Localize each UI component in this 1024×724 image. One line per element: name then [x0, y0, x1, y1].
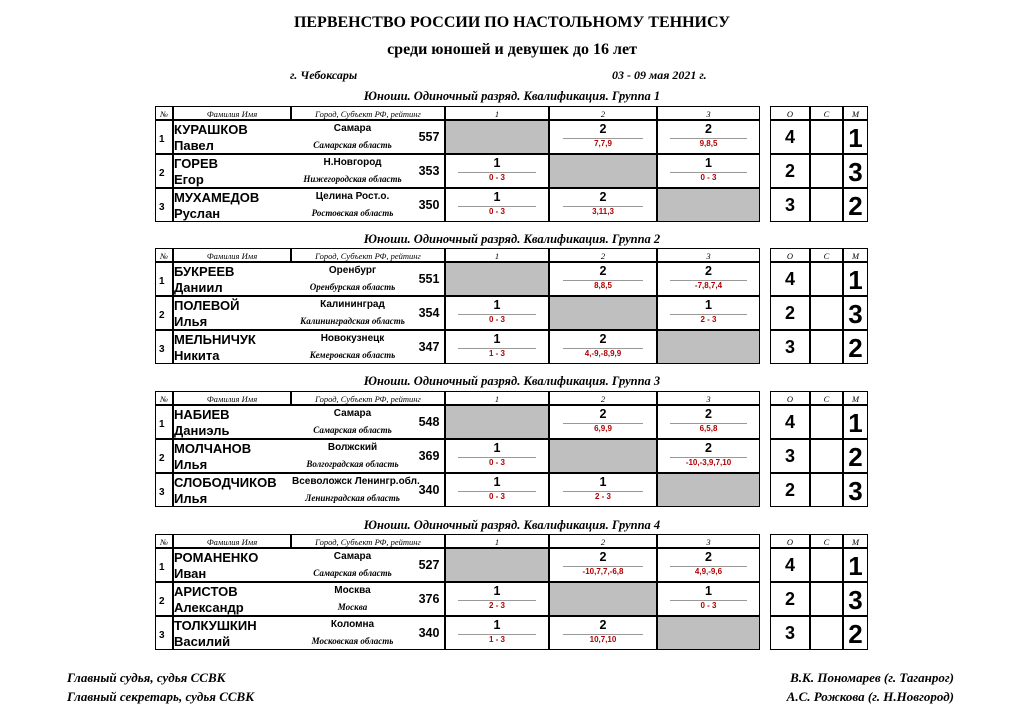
group-title: Юноши. Одиночный разряд. Квалификация. Группа 4 — [363, 518, 661, 532]
match-points: 1 — [493, 475, 501, 489]
header-place: М — [843, 106, 868, 120]
match-result-cell — [549, 262, 657, 296]
player-number-cell — [155, 473, 173, 507]
header-name: Фамилия Имя — [173, 106, 291, 120]
player-number-cell — [155, 296, 173, 330]
player-city: Н.Новгород — [323, 157, 382, 168]
player-info-cell — [173, 405, 445, 439]
match-points: 1 — [493, 441, 501, 455]
match-result-cell — [445, 582, 549, 616]
player-info-cell — [173, 473, 445, 507]
final-place: 1 — [848, 123, 863, 153]
header-city: Город, Субъект РФ, рейтинг — [291, 248, 445, 262]
header-place: М — [843, 248, 868, 262]
event-city: г. Чебоксары — [290, 68, 358, 82]
group-table — [155, 391, 868, 507]
player-surname: РОМАНЕНКО — [174, 550, 259, 565]
place-cell — [843, 120, 868, 154]
header-number: № — [155, 106, 173, 120]
player-number-cell — [155, 439, 173, 473]
player-number: 3 — [159, 630, 165, 641]
header-col-3: 3 — [657, 391, 760, 405]
points-cell — [770, 330, 810, 364]
player-city: Целина Рост.о. — [315, 191, 390, 202]
header-number: № — [155, 534, 173, 548]
match-result-cell — [445, 188, 549, 222]
match-points: 2 — [599, 407, 607, 421]
player-first-name: Даниил — [174, 280, 223, 295]
match-result-cell — [445, 616, 549, 650]
self-match-cell — [445, 548, 549, 582]
player-first-name: Никита — [174, 348, 220, 363]
match-points: 2 — [705, 122, 712, 136]
self-match-cell — [445, 120, 549, 154]
sets-cell — [810, 616, 843, 650]
match-result-cell — [549, 548, 657, 582]
total-points: 3 — [784, 337, 795, 357]
player-rating: 557 — [418, 130, 440, 144]
player-rating: 340 — [418, 626, 440, 640]
header-col-1: 1 — [445, 391, 549, 405]
header-col-3: 3 — [657, 534, 760, 548]
sets-cell — [810, 473, 843, 507]
place-cell — [843, 548, 868, 582]
match-score: 0 - 3 — [488, 458, 505, 467]
player-rating: 548 — [418, 415, 440, 429]
player-rating: 340 — [418, 483, 440, 497]
player-surname: СЛОБОДЧИКОВ — [174, 475, 277, 490]
match-points: 1 — [493, 332, 501, 346]
match-result-cell — [657, 582, 760, 616]
match-points: 1 — [493, 190, 501, 204]
final-place: 1 — [848, 408, 863, 438]
match-result-cell — [549, 330, 657, 364]
match-score: 4,-9,-8,9,9 — [584, 349, 622, 358]
match-points: 2 — [599, 550, 607, 564]
place-cell — [843, 262, 868, 296]
player-number-cell — [155, 616, 173, 650]
player-rating: 354 — [418, 306, 440, 320]
header-sets: С — [810, 534, 843, 548]
player-first-name: Егор — [174, 172, 204, 187]
group-title: Юноши. Одиночный разряд. Квалификация. Группа 2 — [363, 232, 661, 246]
player-city: Коломна — [330, 619, 375, 630]
match-score: 8,8,5 — [594, 281, 612, 290]
match-points: 2 — [599, 264, 607, 278]
group-title: Юноши. Одиночный разряд. Квалификация. Группа 1 — [363, 89, 661, 103]
player-region: Ленинградская область — [305, 493, 400, 503]
place-cell — [843, 439, 868, 473]
player-first-name: Василий — [174, 634, 231, 649]
match-score: 1 - 3 — [488, 635, 505, 644]
player-rating: 551 — [418, 272, 440, 286]
match-score: 2 - 3 — [488, 601, 505, 610]
player-first-name: Илья — [174, 314, 208, 329]
match-points: 1 — [493, 584, 501, 598]
player-number: 1 — [159, 134, 165, 145]
player-city: Калининград — [320, 299, 385, 310]
final-place: 3 — [848, 157, 863, 187]
player-first-name: Руслан — [174, 206, 221, 221]
self-match-cell — [657, 188, 760, 222]
match-points: 1 — [705, 156, 712, 170]
header-sets: С — [810, 248, 843, 262]
player-first-name: Илья — [174, 457, 208, 472]
total-points: 4 — [784, 127, 795, 147]
secretary-name: А.С. Рожкова (г. Н.Новгород) — [786, 689, 954, 704]
match-result-cell — [657, 120, 760, 154]
player-info-cell — [173, 120, 445, 154]
match-points: 2 — [705, 550, 712, 564]
player-city: Москва — [334, 585, 371, 596]
header-sets: С — [810, 391, 843, 405]
player-first-name: Даниэль — [174, 423, 230, 438]
player-surname: АРИСТОВ — [174, 584, 238, 599]
player-city: Самара — [333, 408, 372, 419]
event-dates: 03 - 09 мая 2021 г. — [612, 68, 707, 82]
points-cell — [770, 548, 810, 582]
group-table — [155, 534, 868, 650]
total-points: 3 — [784, 623, 795, 643]
player-number: 1 — [159, 562, 165, 573]
match-score: 0 - 3 — [488, 492, 505, 501]
match-score: 0 - 3 — [700, 601, 717, 610]
self-match-cell — [549, 296, 657, 330]
player-region: Московская область — [311, 636, 394, 646]
player-city: Всеволожск Ленингр.обл. — [292, 476, 420, 487]
match-score: 0 - 3 — [700, 173, 717, 182]
total-points: 4 — [784, 555, 795, 575]
match-score: 7,7,9 — [594, 139, 612, 148]
player-info-cell — [173, 548, 445, 582]
final-place: 2 — [848, 333, 863, 363]
player-info-cell — [173, 616, 445, 650]
player-city: Новокузнецк — [320, 333, 385, 344]
player-info-cell — [173, 262, 445, 296]
final-place: 1 — [848, 265, 863, 295]
player-surname: ПОЛЕВОЙ — [174, 298, 240, 313]
sets-cell — [810, 405, 843, 439]
match-points: 1 — [705, 584, 712, 598]
points-cell — [770, 439, 810, 473]
player-number: 2 — [159, 596, 165, 607]
final-place: 2 — [848, 191, 863, 221]
match-score: 10,7,10 — [589, 635, 617, 644]
header-city: Город, Субъект РФ, рейтинг — [291, 106, 445, 120]
place-cell — [843, 405, 868, 439]
player-number-cell — [155, 548, 173, 582]
player-region: Самарская область — [313, 568, 392, 578]
player-surname: МОЛЧАНОВ — [174, 441, 252, 456]
player-region: Москва — [337, 602, 368, 612]
header-name: Фамилия Имя — [173, 534, 291, 548]
header-col-1: 1 — [445, 534, 549, 548]
group-table — [155, 106, 868, 222]
match-points: 2 — [705, 441, 712, 455]
match-points: 1 — [599, 475, 607, 489]
player-number: 2 — [159, 310, 165, 321]
sets-cell — [810, 548, 843, 582]
points-cell — [770, 582, 810, 616]
match-result-cell — [657, 405, 760, 439]
player-number-cell — [155, 582, 173, 616]
player-rating: 376 — [418, 592, 440, 606]
header-city: Город, Субъект РФ, рейтинг — [291, 534, 445, 548]
player-region: Самарская область — [313, 140, 392, 150]
total-points: 2 — [784, 303, 795, 323]
header-points: О — [770, 534, 810, 548]
points-cell — [770, 188, 810, 222]
player-rating: 350 — [418, 198, 440, 212]
match-result-cell — [445, 473, 549, 507]
place-cell — [843, 188, 868, 222]
header-col-2: 2 — [549, 534, 657, 548]
match-score: 2 - 3 — [700, 315, 717, 324]
player-info-cell — [173, 296, 445, 330]
place-cell — [843, 330, 868, 364]
match-points: 1 — [705, 298, 712, 312]
player-first-name: Иван — [174, 566, 207, 581]
player-info-cell — [173, 154, 445, 188]
sets-cell — [810, 296, 843, 330]
header-place: М — [843, 391, 868, 405]
self-match-cell — [657, 616, 760, 650]
header-col-1: 1 — [445, 248, 549, 262]
header-col-1: 1 — [445, 106, 549, 120]
points-cell — [770, 262, 810, 296]
player-number: 2 — [159, 168, 165, 179]
match-score: 6,5,8 — [699, 424, 718, 433]
player-info-cell — [173, 582, 445, 616]
header-number: № — [155, 391, 173, 405]
header-sets: С — [810, 106, 843, 120]
header-col-2: 2 — [549, 391, 657, 405]
match-points: 2 — [705, 407, 712, 421]
player-number: 1 — [159, 419, 165, 430]
sets-cell — [810, 582, 843, 616]
header-name: Фамилия Имя — [173, 248, 291, 262]
player-region: Оренбурская область — [309, 282, 396, 292]
total-points: 2 — [784, 589, 795, 609]
points-cell — [770, 405, 810, 439]
match-score: 1 - 3 — [488, 349, 505, 358]
match-score: 0 - 3 — [488, 207, 505, 216]
player-rating: 369 — [418, 449, 440, 463]
match-score: 0 - 3 — [488, 173, 505, 182]
match-points: 1 — [493, 156, 501, 170]
match-result-cell — [445, 439, 549, 473]
total-points: 3 — [784, 195, 795, 215]
player-surname: ГОРЕВ — [174, 156, 219, 171]
header-col-2: 2 — [549, 248, 657, 262]
total-points: 4 — [784, 269, 795, 289]
player-info-cell — [173, 188, 445, 222]
player-number: 2 — [159, 453, 165, 464]
player-city: Оренбург — [328, 265, 377, 276]
match-score: 6,9,9 — [594, 424, 612, 433]
player-region: Самарская область — [313, 425, 392, 435]
match-points: 1 — [493, 298, 501, 312]
player-region: Волгоградская область — [306, 459, 399, 469]
header-points: О — [770, 106, 810, 120]
match-points: 2 — [599, 332, 607, 346]
player-surname: МУХАМЕДОВ — [174, 190, 260, 205]
total-points: 4 — [784, 412, 795, 432]
sets-cell — [810, 188, 843, 222]
player-rating: 353 — [418, 164, 440, 178]
match-points: 2 — [599, 618, 607, 632]
final-place: 2 — [848, 619, 863, 649]
final-place: 3 — [848, 299, 863, 329]
header-place: М — [843, 534, 868, 548]
self-match-cell — [549, 439, 657, 473]
player-number-cell — [155, 262, 173, 296]
match-points: 2 — [599, 190, 607, 204]
final-place: 3 — [848, 476, 863, 506]
player-rating: 527 — [418, 558, 440, 572]
player-number-cell — [155, 405, 173, 439]
points-cell — [770, 616, 810, 650]
player-number-cell — [155, 330, 173, 364]
match-result-cell — [445, 296, 549, 330]
points-cell — [770, 296, 810, 330]
self-match-cell — [445, 262, 549, 296]
sets-cell — [810, 120, 843, 154]
match-result-cell — [549, 616, 657, 650]
match-points: 2 — [705, 264, 712, 278]
sets-cell — [810, 154, 843, 188]
total-points: 3 — [784, 446, 795, 466]
player-number: 3 — [159, 202, 165, 213]
player-first-name: Александр — [174, 600, 244, 615]
self-match-cell — [445, 405, 549, 439]
page-subtitle: среди юношей и девушек до 16 лет — [387, 41, 637, 58]
match-score: -10,-3,9,7,10 — [685, 458, 732, 467]
place-cell — [843, 296, 868, 330]
place-cell — [843, 616, 868, 650]
self-match-cell — [657, 473, 760, 507]
match-result-cell — [657, 262, 760, 296]
player-city: Самара — [333, 551, 372, 562]
match-score: 2 - 3 — [594, 492, 611, 501]
player-region: Нижегородская область — [303, 174, 402, 184]
page-title: ПЕРВЕНСТВО РОССИИ ПО НАСТОЛЬНОМУ ТЕННИСУ — [293, 14, 731, 31]
group-table — [155, 248, 868, 364]
sets-cell — [810, 262, 843, 296]
player-first-name: Павел — [174, 138, 214, 153]
player-number-cell — [155, 120, 173, 154]
points-cell — [770, 473, 810, 507]
total-points: 2 — [784, 480, 795, 500]
match-points: 2 — [599, 122, 607, 136]
place-cell — [843, 473, 868, 507]
player-number-cell — [155, 154, 173, 188]
match-result-cell — [549, 405, 657, 439]
final-place: 1 — [848, 551, 863, 581]
player-number: 3 — [159, 344, 165, 355]
points-cell — [770, 120, 810, 154]
player-number: 1 — [159, 276, 165, 287]
group-title: Юноши. Одиночный разряд. Квалификация. Группа 3 — [363, 374, 661, 388]
match-score: 0 - 3 — [488, 315, 505, 324]
player-info-cell — [173, 330, 445, 364]
header-col-3: 3 — [657, 248, 760, 262]
header-points: О — [770, 391, 810, 405]
header-name: Фамилия Имя — [173, 391, 291, 405]
total-points: 2 — [784, 161, 795, 181]
player-region: Кемеровская область — [309, 350, 396, 360]
player-city: Самара — [333, 123, 372, 134]
final-place: 2 — [848, 442, 863, 472]
secretary-label: Главный секретарь, судья ССВК — [67, 689, 255, 704]
match-result-cell — [657, 296, 760, 330]
player-region: Калининградская область — [300, 316, 405, 326]
match-result-cell — [549, 120, 657, 154]
player-surname: НАБИЕВ — [174, 407, 230, 422]
player-surname: МЕЛЬНИЧУК — [174, 332, 256, 347]
player-number: 3 — [159, 487, 165, 498]
player-surname: БУКРЕЕВ — [174, 264, 235, 279]
sets-cell — [810, 330, 843, 364]
header-col-2: 2 — [549, 106, 657, 120]
match-score: 9,8,5 — [699, 139, 718, 148]
player-surname: КУРАШКОВ — [174, 122, 248, 137]
player-rating: 347 — [418, 340, 440, 354]
match-result-cell — [657, 548, 760, 582]
match-result-cell — [445, 154, 549, 188]
match-points: 1 — [493, 618, 501, 632]
player-surname: ТОЛКУШКИН — [174, 618, 257, 633]
match-result-cell — [657, 154, 760, 188]
match-score: 4,9,-9,6 — [694, 567, 723, 576]
header-points: О — [770, 248, 810, 262]
player-info-cell — [173, 439, 445, 473]
player-first-name: Илья — [174, 491, 208, 506]
points-cell — [770, 154, 810, 188]
final-place: 3 — [848, 585, 863, 615]
match-result-cell — [445, 330, 549, 364]
match-score: -10,7,7,-6,8 — [582, 567, 624, 576]
player-city: Волжский — [327, 442, 378, 453]
header-number: № — [155, 248, 173, 262]
match-result-cell — [549, 473, 657, 507]
match-score: -7,8,7,4 — [694, 281, 723, 290]
place-cell — [843, 154, 868, 188]
match-score: 3,11,3 — [592, 207, 614, 216]
self-match-cell — [549, 154, 657, 188]
player-number-cell — [155, 188, 173, 222]
header-city: Город, Субъект РФ, рейтинг — [291, 391, 445, 405]
self-match-cell — [657, 330, 760, 364]
judge-name: В.К. Пономарев (г. Таганрог) — [790, 670, 954, 685]
header-col-3: 3 — [657, 106, 760, 120]
player-region: Ростовская область — [311, 208, 394, 218]
judge-label: Главный судья, судья ССВК — [67, 670, 226, 685]
self-match-cell — [549, 582, 657, 616]
match-result-cell — [549, 188, 657, 222]
match-result-cell — [657, 439, 760, 473]
sets-cell — [810, 439, 843, 473]
place-cell — [843, 582, 868, 616]
